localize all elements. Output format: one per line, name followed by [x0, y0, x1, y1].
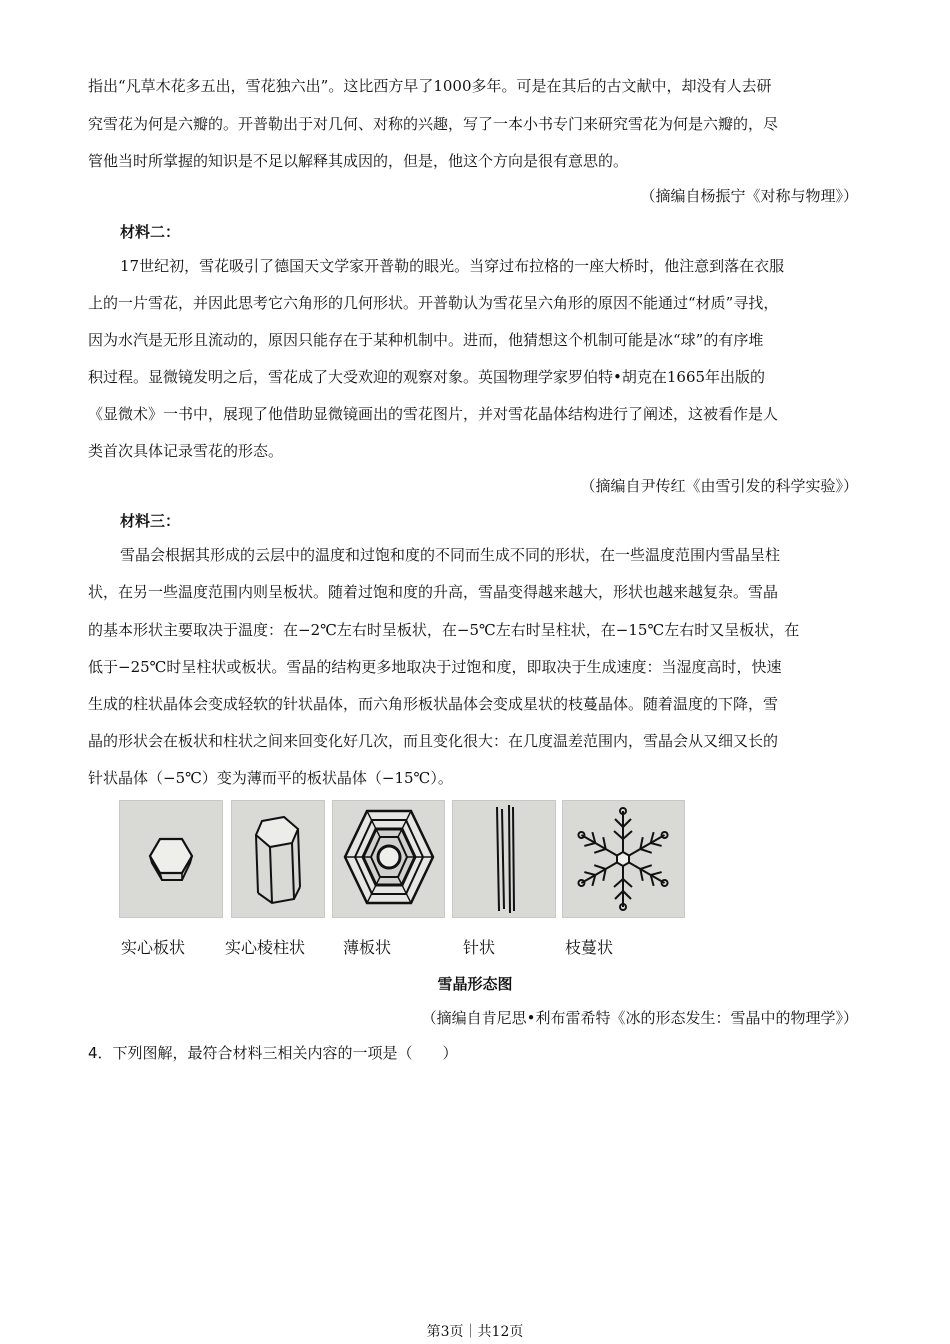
material3-line-3: 的基本形状主要取决于温度：在−2℃左右时呈板状，在−5℃左右时呈柱状，在−15℃左右时又呈板状，在 — [88, 621, 800, 639]
material3-source: （摘编自肯尼思•利布雷希特《冰的形态发生：雪晶中的物理学》） — [421, 1009, 858, 1027]
material2-source: （摘编自尹传红《由雪引发的科学实验》） — [580, 477, 858, 495]
thin-plate-image — [332, 800, 445, 918]
needle-image — [452, 800, 556, 918]
intro-line-2: 究雪花为何是六瓣的。开普勒出于对几何、对称的兴趣，写了一本小书专门来研究雪花为何是六瓣的，尽 — [88, 115, 779, 133]
caption-solid-plate: 实心板状 — [121, 938, 186, 957]
intro-line-3: 管他当时所掌握的知识是不足以解释其成因的，但是，他这个方向是很有意思的。 — [88, 152, 629, 170]
material2-line-4: 积过程。显微镜发明之后，雪花成了大受欢迎的观察对象。英国物理学家罗伯特•胡克在1665年出版的 — [88, 368, 766, 386]
solid-prism-image — [231, 800, 325, 918]
material3-line-2: 状，在另一些温度范围内则呈板状。随着过饱和度的升高，雪晶变得越来越大，形状也越来越复杂。雪晶 — [88, 583, 779, 601]
material2-line-5: 《显微术》一书中，展现了他借助显微镜画出的雪花图片，并对雪花晶体结构进行了阐述，这被看作是人 — [88, 405, 779, 423]
material3-line-7: 针状晶体（−5℃）变为薄而平的板状晶体（−15℃）。 — [88, 769, 453, 787]
question-4: 4．下列图解，最符合材料三相关内容的一项是（ ） — [88, 1044, 458, 1062]
figure-title: 雪晶形态图 — [437, 975, 513, 993]
material2-line-3: 因为水汽是无形且流动的，原因只能存在于某种机制中。进而，他猜想这个机制可能是冰“球”的有序堆 — [88, 331, 764, 349]
caption-needle: 针状 — [463, 938, 496, 957]
material3-line-5: 生成的柱状晶体会变成轻软的针状晶体，而六角形板状晶体会变成星状的枝蔓晶体。随着温度的下降，雪 — [88, 695, 779, 713]
page-footer: 第3页｜共12页 — [426, 1324, 524, 1340]
material3-heading: 材料三： — [120, 512, 181, 530]
caption-dendrite: 枝蔓状 — [565, 938, 614, 957]
caption-solid-prism: 实心棱柱状 — [225, 938, 306, 957]
material3-line-6: 晶的形状会在板状和柱状之间来回变化好几次，而且变化很大：在几度温差范围内，雪晶会从又细又长的 — [88, 732, 779, 750]
material3-line-1: 雪晶会根据其形成的云层中的温度和过饱和度的不同而生成不同的形状，在一些温度范围内雪晶呈柱 — [120, 546, 781, 564]
intro-source: （摘编自杨振宁《对称与物理》） — [640, 187, 858, 205]
solid-plate-image — [119, 800, 223, 918]
material3-line-4: 低于−25℃时呈柱状或板状。雪晶的结构更多地取决于过饱和度，即取决于生成速度：当湿度高时，快速 — [88, 658, 782, 676]
material2-line-2: 上的一片雪花，并因此思考它六角形的几何形状。开普勒认为雪花呈六角形的原因不能通过“材质”寻找， — [88, 294, 779, 312]
material2-heading: 材料二： — [120, 223, 181, 241]
dendrite-image — [562, 800, 685, 918]
intro-line-1: 指出“凡草木花多五出，雪花独六出”。这比西方早了1000多年。可是在其后的古文献中，却没有人去研 — [88, 77, 772, 95]
material2-line-6: 类首次具体记录雪花的形态。 — [88, 442, 284, 460]
caption-thin-plate: 薄板状 — [343, 938, 392, 957]
material2-line-1: 17世纪初，雪花吸引了德国天文学家开普勒的眼光。当穿过布拉格的一座大桥时，他注意到落在衣服 — [120, 257, 785, 275]
